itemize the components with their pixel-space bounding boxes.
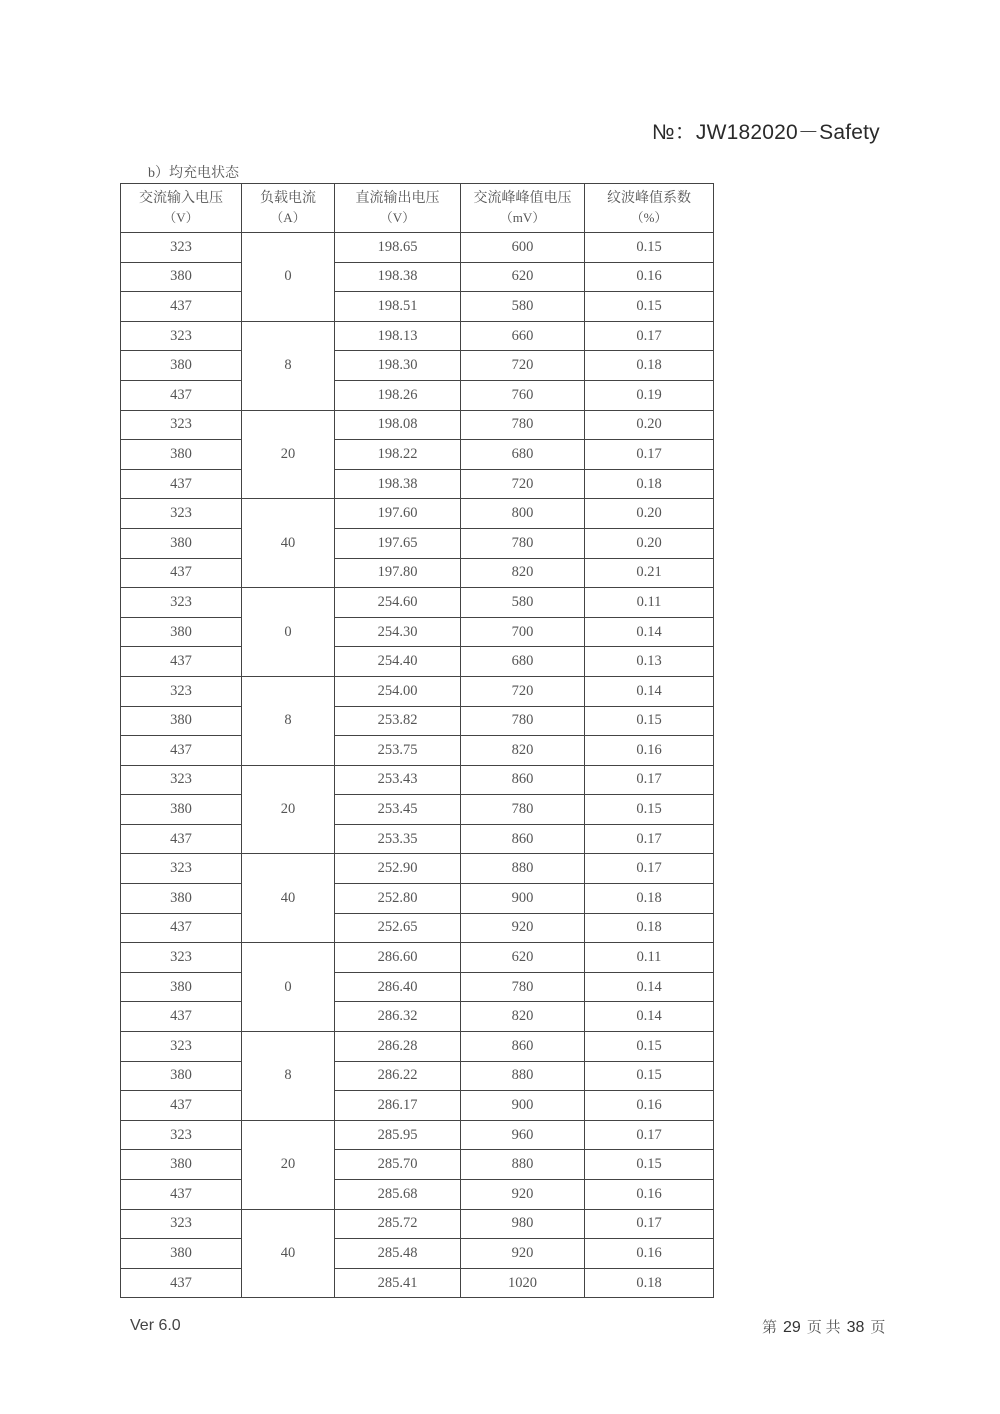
cell-ac-input-voltage: 323: [121, 943, 242, 973]
cell-ripple-peak-coefficient: 0.20: [585, 410, 714, 440]
cell-ac-input-voltage: 323: [121, 233, 242, 263]
table-row: [121, 1150, 714, 1180]
cell-ac-peak-to-peak-voltage: 620: [461, 943, 585, 973]
cell-dc-output-voltage: 286.32: [335, 1002, 461, 1032]
table-row: [121, 351, 714, 381]
cell-ripple-peak-coefficient: 0.15: [585, 1150, 714, 1180]
cell-ripple-peak-coefficient: 0.16: [585, 736, 714, 766]
table-row: [121, 913, 714, 943]
cell-dc-output-voltage: 285.68: [335, 1180, 461, 1210]
table-row: [121, 410, 714, 440]
cell-ac-input-voltage: 437: [121, 913, 242, 943]
cell-ac-peak-to-peak-voltage: 820: [461, 1002, 585, 1032]
cell-dc-output-voltage: 252.80: [335, 884, 461, 914]
cell-dc-output-voltage: 198.51: [335, 292, 461, 322]
cell-ac-input-voltage: 323: [121, 1032, 242, 1062]
cell-ripple-peak-coefficient: 0.21: [585, 558, 714, 588]
cell-ac-peak-to-peak-voltage: 920: [461, 1239, 585, 1269]
table-row: [121, 292, 714, 322]
cell-load-current: 0: [242, 233, 335, 322]
document-number: №：JW182020－Safety: [652, 121, 880, 144]
cell-ripple-peak-coefficient: 0.17: [585, 765, 714, 795]
cell-ac-peak-to-peak-voltage: 720: [461, 351, 585, 381]
cell-ac-input-voltage: 380: [121, 1150, 242, 1180]
page-number: 第 29 页 共 38 页: [762, 1319, 886, 1336]
table-row: [121, 262, 714, 292]
cell-ac-input-voltage: 380: [121, 528, 242, 558]
cell-ac-input-voltage: 323: [121, 854, 242, 884]
cell-dc-output-voltage: 253.75: [335, 736, 461, 766]
cell-ripple-peak-coefficient: 0.15: [585, 233, 714, 263]
cell-dc-output-voltage: 285.72: [335, 1209, 461, 1239]
cell-ac-input-voltage: 437: [121, 292, 242, 322]
cell-ac-peak-to-peak-voltage: 980: [461, 1209, 585, 1239]
cell-dc-output-voltage: 198.30: [335, 351, 461, 381]
cell-ac-input-voltage: 380: [121, 262, 242, 292]
header-load-current: 负载电流 （A）: [242, 184, 335, 233]
cell-dc-output-voltage: 197.65: [335, 528, 461, 558]
cell-ac-peak-to-peak-voltage: 780: [461, 410, 585, 440]
cell-ac-peak-to-peak-voltage: 860: [461, 824, 585, 854]
cell-ac-input-voltage: 437: [121, 1091, 242, 1121]
cell-dc-output-voltage: 253.43: [335, 765, 461, 795]
cell-ac-peak-to-peak-voltage: 920: [461, 1180, 585, 1210]
cell-load-current: 40: [242, 499, 335, 588]
table-row: [121, 528, 714, 558]
cell-ripple-peak-coefficient: 0.14: [585, 1002, 714, 1032]
cell-ac-peak-to-peak-voltage: 580: [461, 292, 585, 322]
cell-ac-input-voltage: 437: [121, 736, 242, 766]
cell-dc-output-voltage: 254.60: [335, 588, 461, 618]
cell-ac-peak-to-peak-voltage: 660: [461, 321, 585, 351]
cell-ac-peak-to-peak-voltage: 780: [461, 528, 585, 558]
cell-dc-output-voltage: 286.22: [335, 1061, 461, 1091]
cell-ac-input-voltage: 323: [121, 676, 242, 706]
cell-ac-peak-to-peak-voltage: 880: [461, 854, 585, 884]
table-row: [121, 321, 714, 351]
header-ac-input-voltage: 交流输入电压 （V）: [121, 184, 242, 233]
cell-ac-input-voltage: 380: [121, 1239, 242, 1269]
cell-ripple-peak-coefficient: 0.18: [585, 884, 714, 914]
table-row: [121, 1061, 714, 1091]
cell-load-current: 8: [242, 321, 335, 410]
table-row: [121, 1120, 714, 1150]
cell-ripple-peak-coefficient: 0.16: [585, 1239, 714, 1269]
cell-dc-output-voltage: 286.28: [335, 1032, 461, 1062]
cell-ac-peak-to-peak-voltage: 960: [461, 1120, 585, 1150]
cell-ripple-peak-coefficient: 0.15: [585, 1032, 714, 1062]
version-label: Ver 6.0: [130, 1317, 181, 1334]
test-results-table: [120, 183, 714, 1298]
cell-ac-input-voltage: 437: [121, 1002, 242, 1032]
cell-dc-output-voltage: 252.65: [335, 913, 461, 943]
cell-ripple-peak-coefficient: 0.19: [585, 380, 714, 410]
cell-ripple-peak-coefficient: 0.15: [585, 706, 714, 736]
cell-load-current: 0: [242, 588, 335, 677]
cell-ripple-peak-coefficient: 0.20: [585, 528, 714, 558]
cell-ripple-peak-coefficient: 0.15: [585, 795, 714, 825]
cell-dc-output-voltage: 286.17: [335, 1091, 461, 1121]
cell-ac-peak-to-peak-voltage: 580: [461, 588, 585, 618]
cell-ac-peak-to-peak-voltage: 900: [461, 884, 585, 914]
cell-dc-output-voltage: 198.13: [335, 321, 461, 351]
section-title: b）均充电状态: [148, 166, 239, 181]
cell-ac-peak-to-peak-voltage: 680: [461, 440, 585, 470]
cell-ac-input-voltage: 380: [121, 351, 242, 381]
cell-ac-input-voltage: 380: [121, 706, 242, 736]
table-row: [121, 499, 714, 529]
cell-ripple-peak-coefficient: 0.20: [585, 499, 714, 529]
table-row: [121, 765, 714, 795]
cell-dc-output-voltage: 254.00: [335, 676, 461, 706]
cell-ac-input-voltage: 380: [121, 440, 242, 470]
cell-ac-input-voltage: 323: [121, 765, 242, 795]
cell-load-current: 20: [242, 765, 335, 854]
cell-ripple-peak-coefficient: 0.17: [585, 440, 714, 470]
cell-dc-output-voltage: 198.65: [335, 233, 461, 263]
table-row: [121, 1091, 714, 1121]
cell-dc-output-voltage: 198.08: [335, 410, 461, 440]
table-row: [121, 469, 714, 499]
cell-dc-output-voltage: 254.30: [335, 617, 461, 647]
cell-dc-output-voltage: 286.60: [335, 943, 461, 973]
table-row: [121, 943, 714, 973]
cell-ac-peak-to-peak-voltage: 720: [461, 469, 585, 499]
cell-ripple-peak-coefficient: 0.14: [585, 676, 714, 706]
cell-ac-peak-to-peak-voltage: 700: [461, 617, 585, 647]
cell-ripple-peak-coefficient: 0.14: [585, 617, 714, 647]
cell-ac-peak-to-peak-voltage: 900: [461, 1091, 585, 1121]
cell-ac-peak-to-peak-voltage: 780: [461, 795, 585, 825]
cell-ripple-peak-coefficient: 0.14: [585, 972, 714, 1002]
cell-ac-peak-to-peak-voltage: 720: [461, 676, 585, 706]
cell-ripple-peak-coefficient: 0.17: [585, 321, 714, 351]
table-row: [121, 824, 714, 854]
header-ripple-peak-coefficient: 纹波峰值系数 （%）: [585, 184, 714, 233]
cell-ac-input-voltage: 437: [121, 824, 242, 854]
table-row: [121, 647, 714, 677]
cell-load-current: 20: [242, 410, 335, 499]
cell-load-current: 40: [242, 854, 335, 943]
cell-ac-peak-to-peak-voltage: 780: [461, 972, 585, 1002]
cell-ac-input-voltage: 380: [121, 1061, 242, 1091]
cell-load-current: 0: [242, 943, 335, 1032]
table-row: [121, 1268, 714, 1298]
cell-ripple-peak-coefficient: 0.15: [585, 292, 714, 322]
cell-ripple-peak-coefficient: 0.16: [585, 1091, 714, 1121]
cell-load-current: 8: [242, 676, 335, 765]
table-row: [121, 440, 714, 470]
cell-ripple-peak-coefficient: 0.18: [585, 469, 714, 499]
table-row: [121, 588, 714, 618]
cell-ac-input-voltage: 323: [121, 499, 242, 529]
table-row: [121, 676, 714, 706]
cell-load-current: 8: [242, 1032, 335, 1121]
table-row: [121, 1002, 714, 1032]
table-row: [121, 736, 714, 766]
cell-ripple-peak-coefficient: 0.18: [585, 351, 714, 381]
table-row: [121, 1032, 714, 1062]
table-row: [121, 233, 714, 263]
cell-ac-input-voltage: 437: [121, 1180, 242, 1210]
cell-ac-peak-to-peak-voltage: 920: [461, 913, 585, 943]
cell-ac-peak-to-peak-voltage: 880: [461, 1150, 585, 1180]
cell-ac-input-voltage: 380: [121, 617, 242, 647]
cell-dc-output-voltage: 197.80: [335, 558, 461, 588]
cell-dc-output-voltage: 253.45: [335, 795, 461, 825]
cell-ripple-peak-coefficient: 0.18: [585, 913, 714, 943]
cell-ac-input-voltage: 323: [121, 588, 242, 618]
table-row: [121, 1209, 714, 1239]
cell-ripple-peak-coefficient: 0.11: [585, 588, 714, 618]
table-row: [121, 972, 714, 1002]
cell-dc-output-voltage: 285.41: [335, 1268, 461, 1298]
cell-dc-output-voltage: 253.82: [335, 706, 461, 736]
cell-dc-output-voltage: 197.60: [335, 499, 461, 529]
cell-ac-peak-to-peak-voltage: 800: [461, 499, 585, 529]
cell-ac-input-voltage: 323: [121, 321, 242, 351]
cell-ac-peak-to-peak-voltage: 620: [461, 262, 585, 292]
table-row: [121, 1239, 714, 1269]
table-row: [121, 380, 714, 410]
cell-ac-peak-to-peak-voltage: 860: [461, 1032, 585, 1062]
cell-dc-output-voltage: 198.26: [335, 380, 461, 410]
cell-ac-peak-to-peak-voltage: 600: [461, 233, 585, 263]
cell-dc-output-voltage: 254.40: [335, 647, 461, 677]
cell-ac-peak-to-peak-voltage: 860: [461, 765, 585, 795]
cell-ripple-peak-coefficient: 0.16: [585, 262, 714, 292]
cell-dc-output-voltage: 252.90: [335, 854, 461, 884]
cell-ac-input-voltage: 380: [121, 884, 242, 914]
table-row: [121, 854, 714, 884]
table-row: [121, 1180, 714, 1210]
cell-ac-peak-to-peak-voltage: 820: [461, 558, 585, 588]
cell-ripple-peak-coefficient: 0.17: [585, 824, 714, 854]
cell-dc-output-voltage: 198.22: [335, 440, 461, 470]
cell-ac-input-voltage: 437: [121, 647, 242, 677]
cell-ac-peak-to-peak-voltage: 780: [461, 706, 585, 736]
cell-ripple-peak-coefficient: 0.18: [585, 1268, 714, 1298]
cell-ac-peak-to-peak-voltage: 680: [461, 647, 585, 677]
cell-ac-input-voltage: 437: [121, 380, 242, 410]
cell-dc-output-voltage: 253.35: [335, 824, 461, 854]
header-dc-output-voltage: 直流输出电压 （V）: [335, 184, 461, 233]
table-row: [121, 706, 714, 736]
table-body: [121, 233, 714, 1298]
table-row: [121, 884, 714, 914]
cell-dc-output-voltage: 198.38: [335, 262, 461, 292]
cell-ac-input-voltage: 323: [121, 1209, 242, 1239]
cell-ac-peak-to-peak-voltage: 820: [461, 736, 585, 766]
table-header-row: [121, 184, 714, 233]
cell-dc-output-voltage: 285.70: [335, 1150, 461, 1180]
cell-ac-peak-to-peak-voltage: 1020: [461, 1268, 585, 1298]
table-row: [121, 617, 714, 647]
cell-load-current: 20: [242, 1120, 335, 1209]
cell-ac-input-voltage: 323: [121, 1120, 242, 1150]
cell-ripple-peak-coefficient: 0.17: [585, 854, 714, 884]
cell-ac-input-voltage: 380: [121, 795, 242, 825]
cell-ripple-peak-coefficient: 0.15: [585, 1061, 714, 1091]
cell-dc-output-voltage: 285.95: [335, 1120, 461, 1150]
cell-ripple-peak-coefficient: 0.11: [585, 943, 714, 973]
cell-ac-input-voltage: 437: [121, 1268, 242, 1298]
cell-ac-input-voltage: 323: [121, 410, 242, 440]
cell-ac-input-voltage: 437: [121, 558, 242, 588]
cell-ac-peak-to-peak-voltage: 760: [461, 380, 585, 410]
cell-ac-input-voltage: 437: [121, 469, 242, 499]
cell-ripple-peak-coefficient: 0.17: [585, 1120, 714, 1150]
cell-ac-peak-to-peak-voltage: 880: [461, 1061, 585, 1091]
cell-ac-input-voltage: 380: [121, 972, 242, 1002]
cell-ripple-peak-coefficient: 0.13: [585, 647, 714, 677]
cell-dc-output-voltage: 198.38: [335, 469, 461, 499]
cell-ripple-peak-coefficient: 0.17: [585, 1209, 714, 1239]
header-ac-peak-to-peak-voltage: 交流峰峰值电压 （mV）: [461, 184, 585, 233]
table-row: [121, 558, 714, 588]
table-row: [121, 795, 714, 825]
cell-dc-output-voltage: 285.48: [335, 1239, 461, 1269]
cell-ripple-peak-coefficient: 0.16: [585, 1180, 714, 1210]
cell-dc-output-voltage: 286.40: [335, 972, 461, 1002]
cell-load-current: 40: [242, 1209, 335, 1298]
